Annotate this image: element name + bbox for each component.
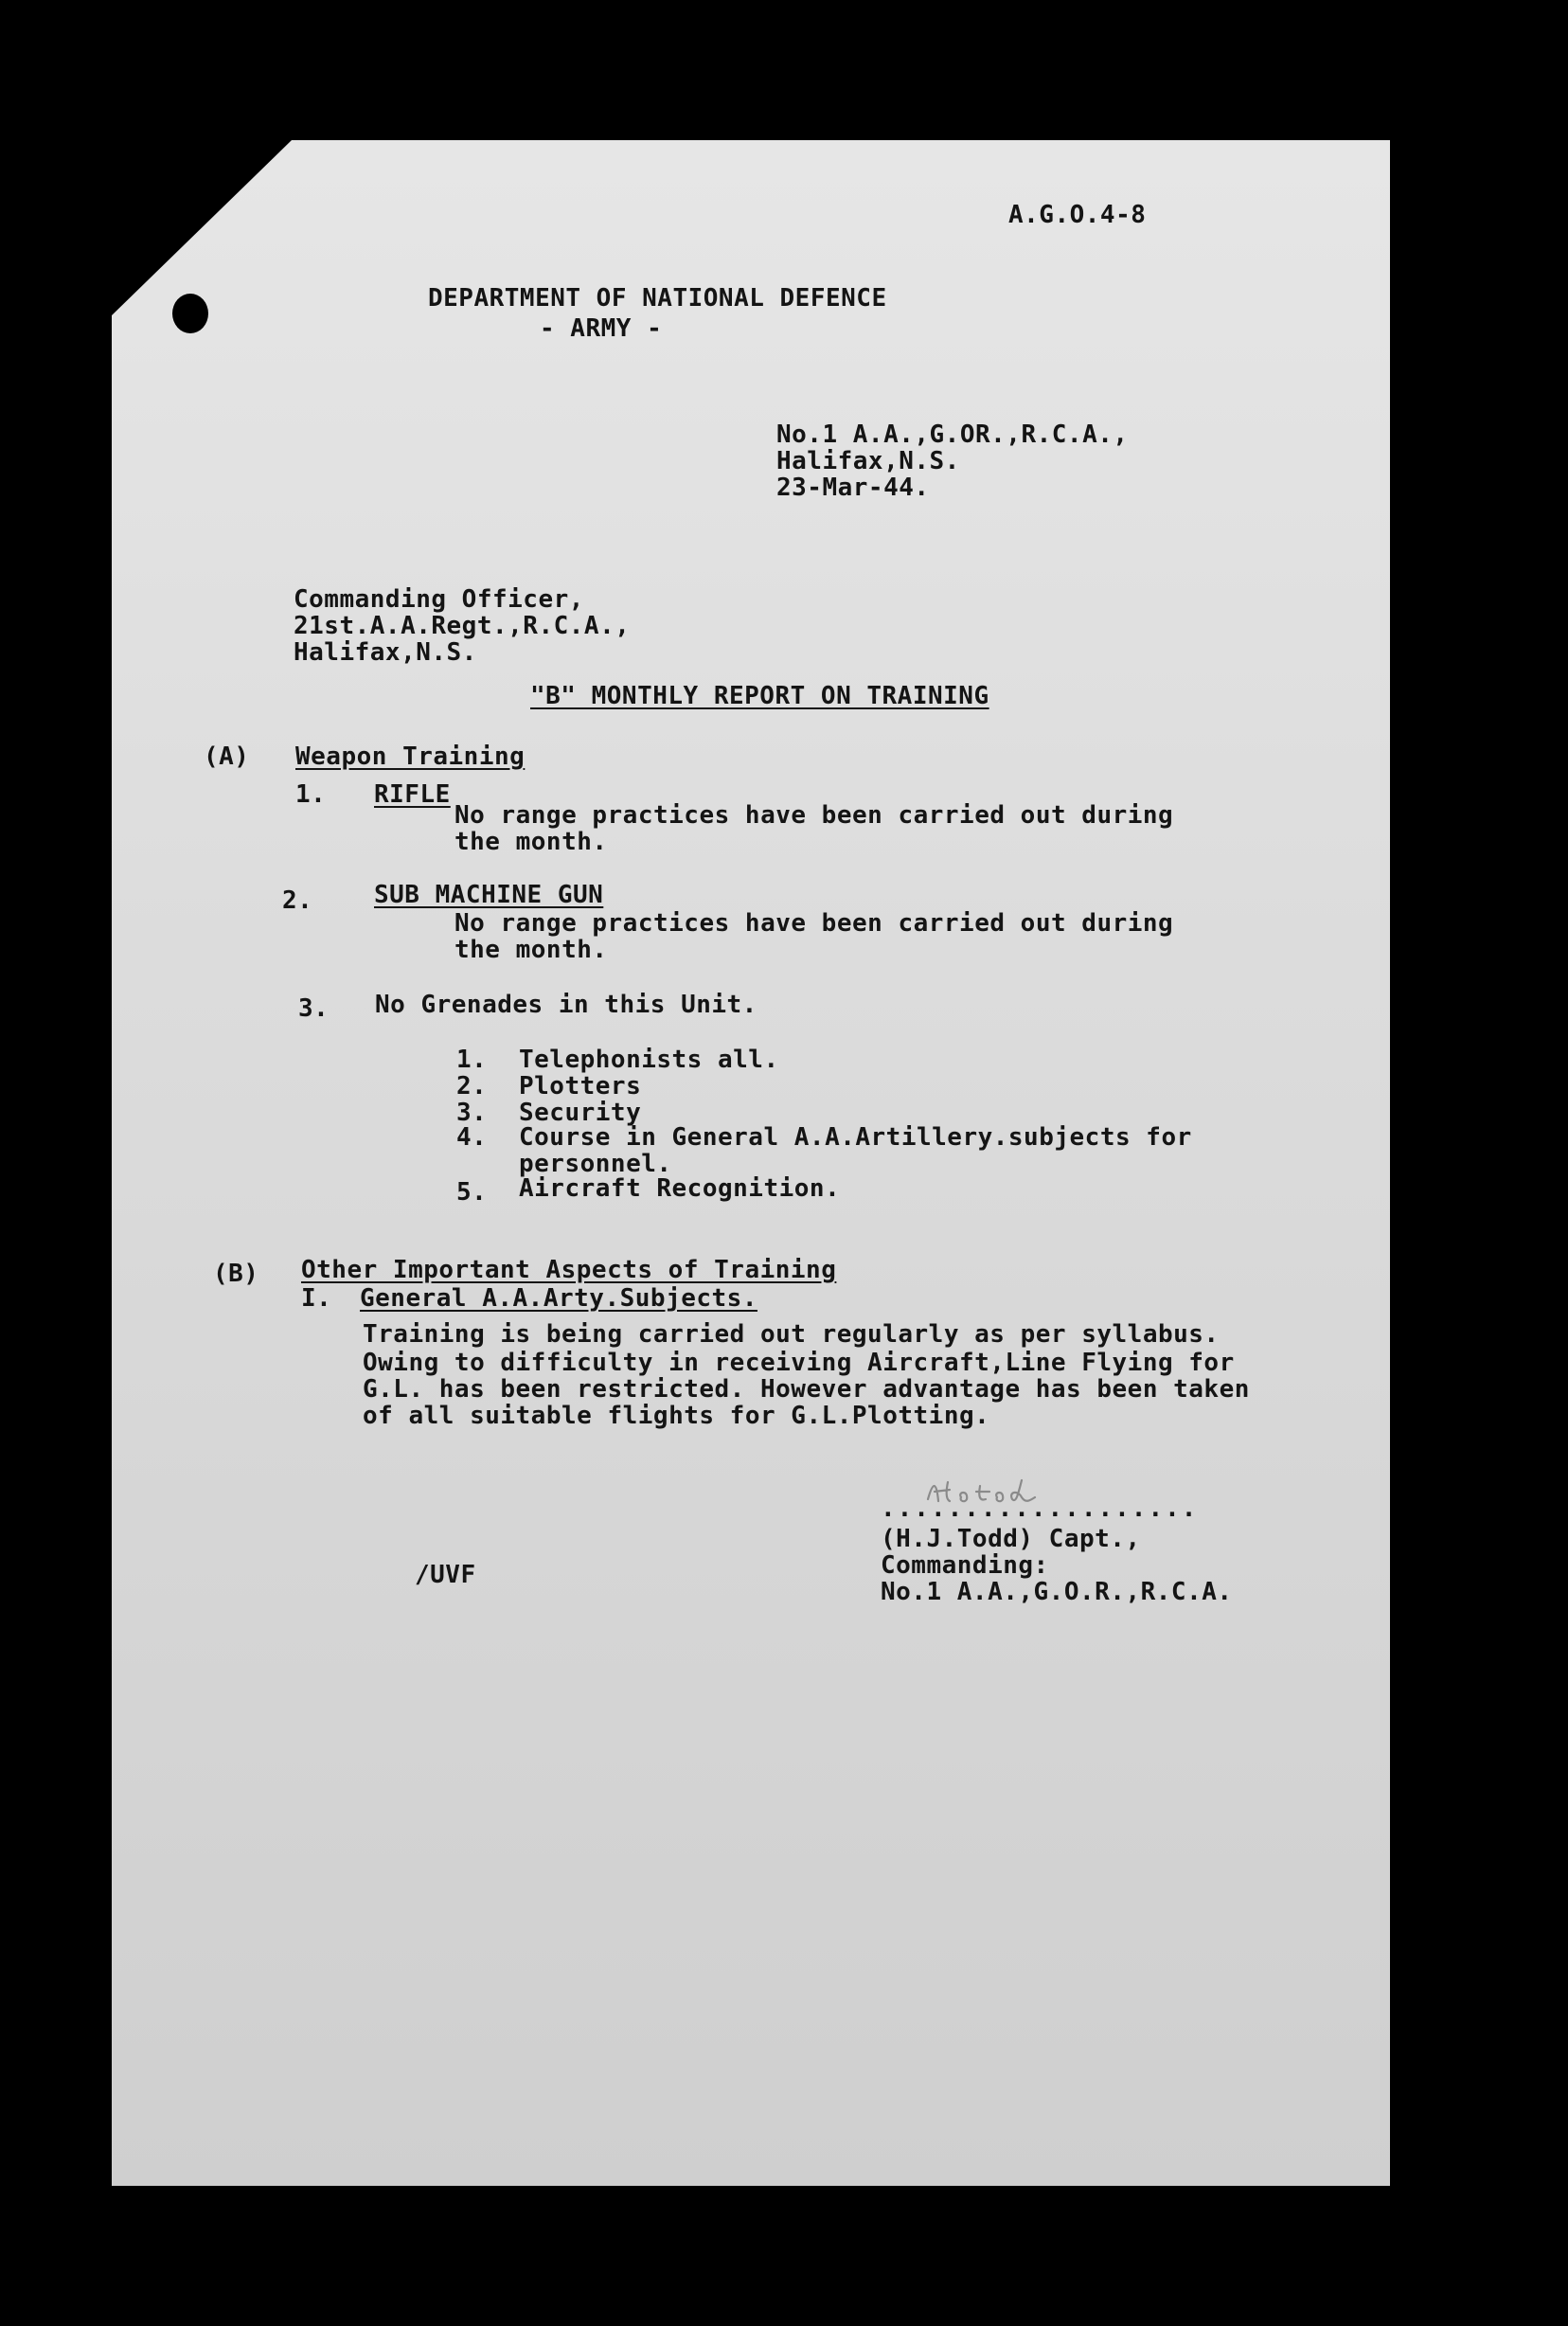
list-item: Aircraft Recognition. xyxy=(519,1174,841,1203)
section-b-item-heading: General A.A.Arty.Subjects. xyxy=(360,1284,757,1313)
item-2-number: 2. xyxy=(282,886,313,915)
signatory-title: Commanding: xyxy=(881,1551,1049,1580)
item-3-text: No Grenades in this Unit. xyxy=(375,991,757,1019)
section-a-label: (A) xyxy=(204,743,250,771)
section-b-heading: Other Important Aspects of Training xyxy=(301,1256,837,1284)
item-1-number: 1. xyxy=(295,780,327,809)
report-title: "B" MONTHLY REPORT ON TRAINING xyxy=(530,682,989,710)
punch-hole xyxy=(172,294,208,333)
item-3-number: 3. xyxy=(298,994,330,1023)
sender-line-2: Halifax,N.S. xyxy=(776,447,960,475)
list-item: Security xyxy=(519,1099,642,1127)
item-1-heading: RIFLE xyxy=(374,780,451,809)
item-1-text-2: the month. xyxy=(454,828,608,856)
section-a-heading: Weapon Training xyxy=(295,743,526,771)
recipient-line-2: 21st.A.A.Regt.,R.C.A., xyxy=(294,612,631,640)
list-item-continuation: personnel. xyxy=(519,1150,672,1178)
list-item-number: 5. xyxy=(456,1178,488,1207)
recipient-line-3: Halifax,N.S. xyxy=(294,638,477,667)
section-b-text-2: Owing to difficulty in receiving Aircraft,Line Flying for xyxy=(363,1349,1235,1377)
list-item: Plotters xyxy=(519,1072,642,1100)
section-b-text-4: of all suitable flights for G.L.Plotting. xyxy=(363,1402,990,1430)
item-1-text-1: No range practices have been carried out during xyxy=(454,801,1174,830)
section-b-label: (B) xyxy=(213,1260,259,1288)
army-heading: - ARMY - xyxy=(540,314,663,343)
item-2-text-2: the month. xyxy=(454,936,608,964)
recipient-line-1: Commanding Officer, xyxy=(294,585,584,614)
list-item-number: 2. xyxy=(456,1072,488,1100)
list-item: Course in General A.A.Artillery.subjects for xyxy=(519,1123,1192,1152)
department-heading: DEPARTMENT OF NATIONAL DEFENCE xyxy=(428,284,887,313)
document-page xyxy=(112,140,1390,2186)
reference-number: A.G.O.4-8 xyxy=(1008,201,1147,229)
list-item-number: 3. xyxy=(456,1099,488,1127)
typist-reference: /UVF xyxy=(415,1561,476,1589)
signatory-unit: No.1 A.A.,G.O.R.,R.C.A. xyxy=(881,1578,1233,1606)
sender-date: 23-Mar-44. xyxy=(776,474,930,502)
sender-line-1: No.1 A.A.,G.OR.,R.C.A., xyxy=(776,420,1129,449)
signatory-name: (H.J.Todd) Capt., xyxy=(881,1525,1141,1553)
signature-line: ................... xyxy=(881,1494,1199,1523)
section-b-text-3: G.L. has been restricted. However advantage has been taken xyxy=(363,1375,1250,1404)
item-2-heading: SUB MACHINE GUN xyxy=(374,881,604,909)
item-2-text-1: No range practices have been carried out during xyxy=(454,909,1174,938)
list-item: Telephonists all. xyxy=(519,1046,779,1074)
section-b-text-1: Training is being carried out regularly as per syllabus. xyxy=(363,1320,1220,1349)
list-item-number: 4. xyxy=(456,1123,488,1152)
list-item-number: 1. xyxy=(456,1046,488,1074)
section-b-item-number: I. xyxy=(301,1284,332,1313)
